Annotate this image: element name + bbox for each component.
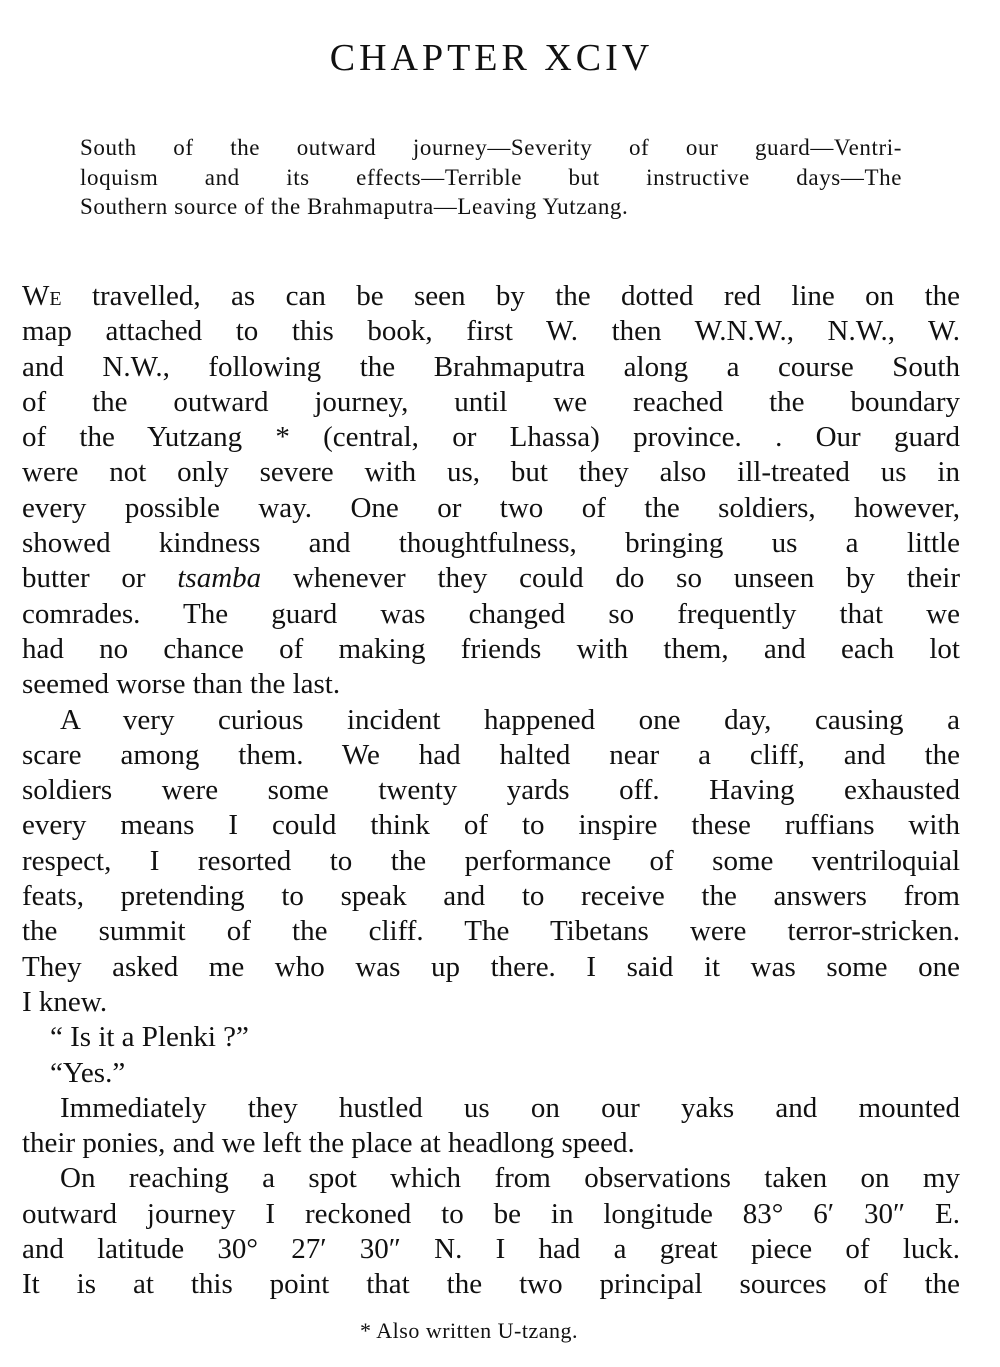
body-line: seemed worse than the last. <box>22 668 341 701</box>
body-line: showed kindness and thoughtfulness, bringing us a little <box>22 527 960 560</box>
body-text <box>22 279 960 1303</box>
body-line: A very curious incident happened one day, causing a <box>60 703 960 736</box>
body-line: I knew. <box>22 985 108 1018</box>
body-line: soldiers were some twenty yards off. Having exhausted <box>22 774 960 807</box>
body-line-text: whenever they could do so unseen by their <box>261 562 960 595</box>
chapter-synopsis <box>80 133 902 222</box>
body-line: respect, I resorted to the performance of some ventriloquial <box>22 844 960 877</box>
body-line: On reaching a spot which from observations taken on my <box>60 1162 960 1195</box>
synopsis-line: South of the outward journey—Severity of our guard—Ventri- <box>80 135 902 160</box>
body-line: every means I could think of to inspire these ruffians with <box>22 809 960 842</box>
body-line: of the Yutzang * (central, or Lhassa) province. . Our guard <box>22 421 960 454</box>
chapter-title: CHAPTER XCIV <box>329 37 654 79</box>
body-line: and N.W., following the Brahmaputra along a course South <box>22 350 960 383</box>
body-line <box>22 279 960 314</box>
body-line: scare among them. We had halted near a cliff, and the <box>22 738 960 771</box>
footnote: * Also written U-tzang. <box>359 1318 579 1343</box>
body-line: of the outward journey, until we reached the boundary <box>22 385 960 418</box>
synopsis-line: loquism and its effects—Terrible but instructive days—The <box>80 164 902 190</box>
dialogue-line: “Yes.” <box>50 1056 126 1089</box>
body-line: outward journey I reckoned to be in longitude 83° 6′ 30″ E. <box>22 1197 960 1230</box>
body-line: They asked me who was up there. I said it was some one <box>22 950 960 983</box>
body-line: were not only severe with us, but they also ill-treated us in <box>22 456 960 489</box>
opening-capital: W <box>22 280 50 312</box>
dialogue-line: “ Is it a Plenki ?” <box>50 1021 249 1054</box>
body-line: map attached to this book, first W. then W.N.W., N.W., W. <box>22 315 960 348</box>
body-line: had no chance of making friends with them, and each lot <box>22 632 960 665</box>
body-line: every possible way. One or two of the soldiers, however, <box>22 491 960 524</box>
italic-term: tsamba <box>177 562 262 595</box>
body-line <box>22 561 960 596</box>
body-line: It is at this point that the two principal sources of the <box>22 1268 960 1301</box>
body-line: and latitude 30° 27′ 30″ N. I had a great piece of luck. <box>22 1233 960 1266</box>
body-line: their ponies, and we left the place at headlong speed. <box>22 1127 635 1160</box>
body-line: the summit of the cliff. The Tibetans were terror-stricken. <box>22 915 960 948</box>
body-line-text: travelled, as can be seen by the dotted red line on the <box>61 280 960 312</box>
body-line: feats, pretending to speak and to receive the answers from <box>22 880 960 913</box>
body-line: comrades. The guard was changed so frequently that we <box>22 597 960 630</box>
body-line-text: butter or <box>22 562 178 595</box>
body-line: Immediately they hustled us on our yaks and mounted <box>60 1091 960 1124</box>
synopsis-line: Southern source of the Brahmaputra—Leaving Yutzang. <box>80 194 629 219</box>
opening-capital-rest: e <box>49 280 62 312</box>
